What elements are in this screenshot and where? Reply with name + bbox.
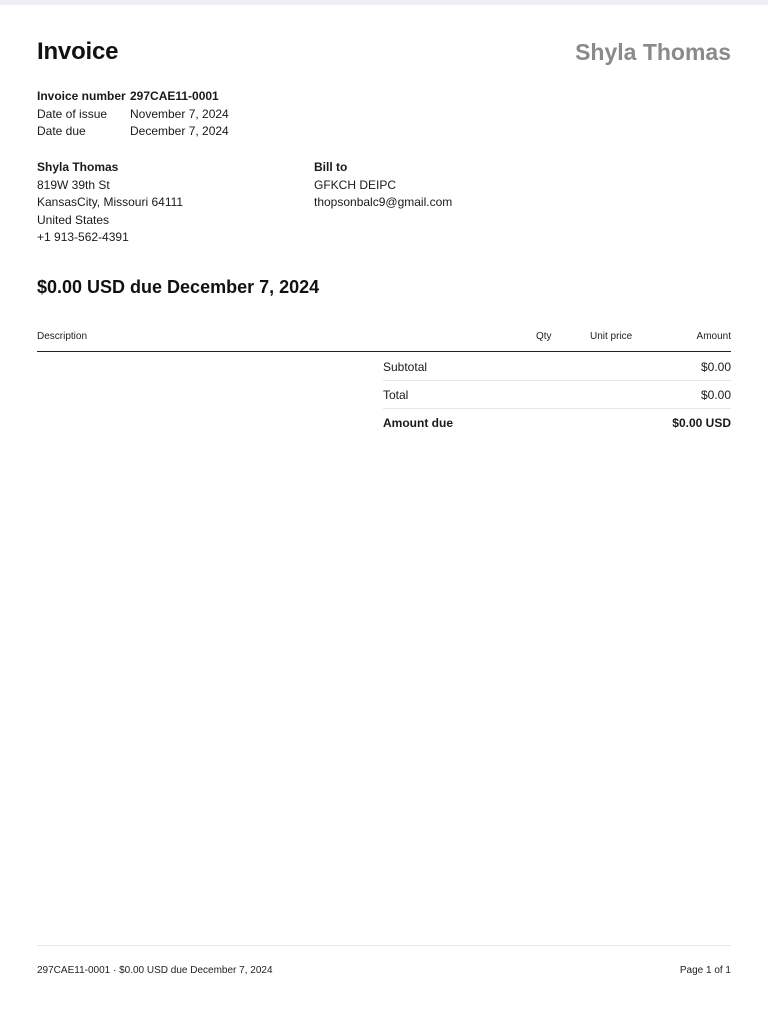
summary-row-amount-due [383,408,731,436]
meta-label: Date due [37,124,86,138]
invoice-title: Invoice [37,38,119,65]
summary-value: $0.00 USD [672,416,731,430]
column-qty: Qty [536,331,552,342]
meta-row-date-of-issue [37,106,229,124]
sender-name: Shyla Thomas [37,160,119,174]
summary-label: Total [383,388,409,402]
column-amount: Amount [696,331,731,342]
sender-phone: +1 913-562-4391 [37,230,129,244]
sender-address-line: KansasCity, Missouri 64111 [37,195,184,209]
bill-to-email[interactable]: thopsonbalc9@gmail.com [314,195,453,209]
footer-divider [37,945,731,946]
summary-value: $0.00 [700,388,731,402]
line-items-header [37,330,731,352]
column-description: Description [37,331,88,342]
brand-name: Shyla Thomas [575,39,731,65]
meta-row-invoice-number [37,88,229,106]
sender-address-line: 819W 39th St [37,177,110,192]
meta-label: Date of issue [37,106,108,121]
meta-row-date-due [37,123,229,141]
summary-value: $0.00 [700,360,731,374]
meta-value: November 7, 2024 [130,106,229,121]
summary-label: Amount due [383,416,453,430]
summary-label: Subtotal [383,360,428,374]
sender-address [37,159,183,247]
sender-address-line: United States [37,212,110,227]
bill-to-heading: Bill to [314,160,348,174]
bill-to-company: GFKCH DEIPC [314,177,397,192]
amount-due-heading: $0.00 USD due December 7, 2024 [37,277,320,297]
meta-value: 297CAE11-0001 [130,89,219,103]
page-number: Page 1 of 1 [679,965,731,976]
invoice-meta [37,88,229,141]
bill-to-address [314,159,452,212]
meta-label: Invoice number [37,89,126,103]
footer-summary: 297CAE11-0001 · $0.00 USD due December 7, 2024 [37,965,273,976]
column-unit-price: Unit price [590,331,633,342]
summary-row-total [383,380,731,409]
invoice-page [37,0,731,1024]
meta-value: December 7, 2024 [130,124,229,138]
summary-row-subtotal [383,352,731,381]
